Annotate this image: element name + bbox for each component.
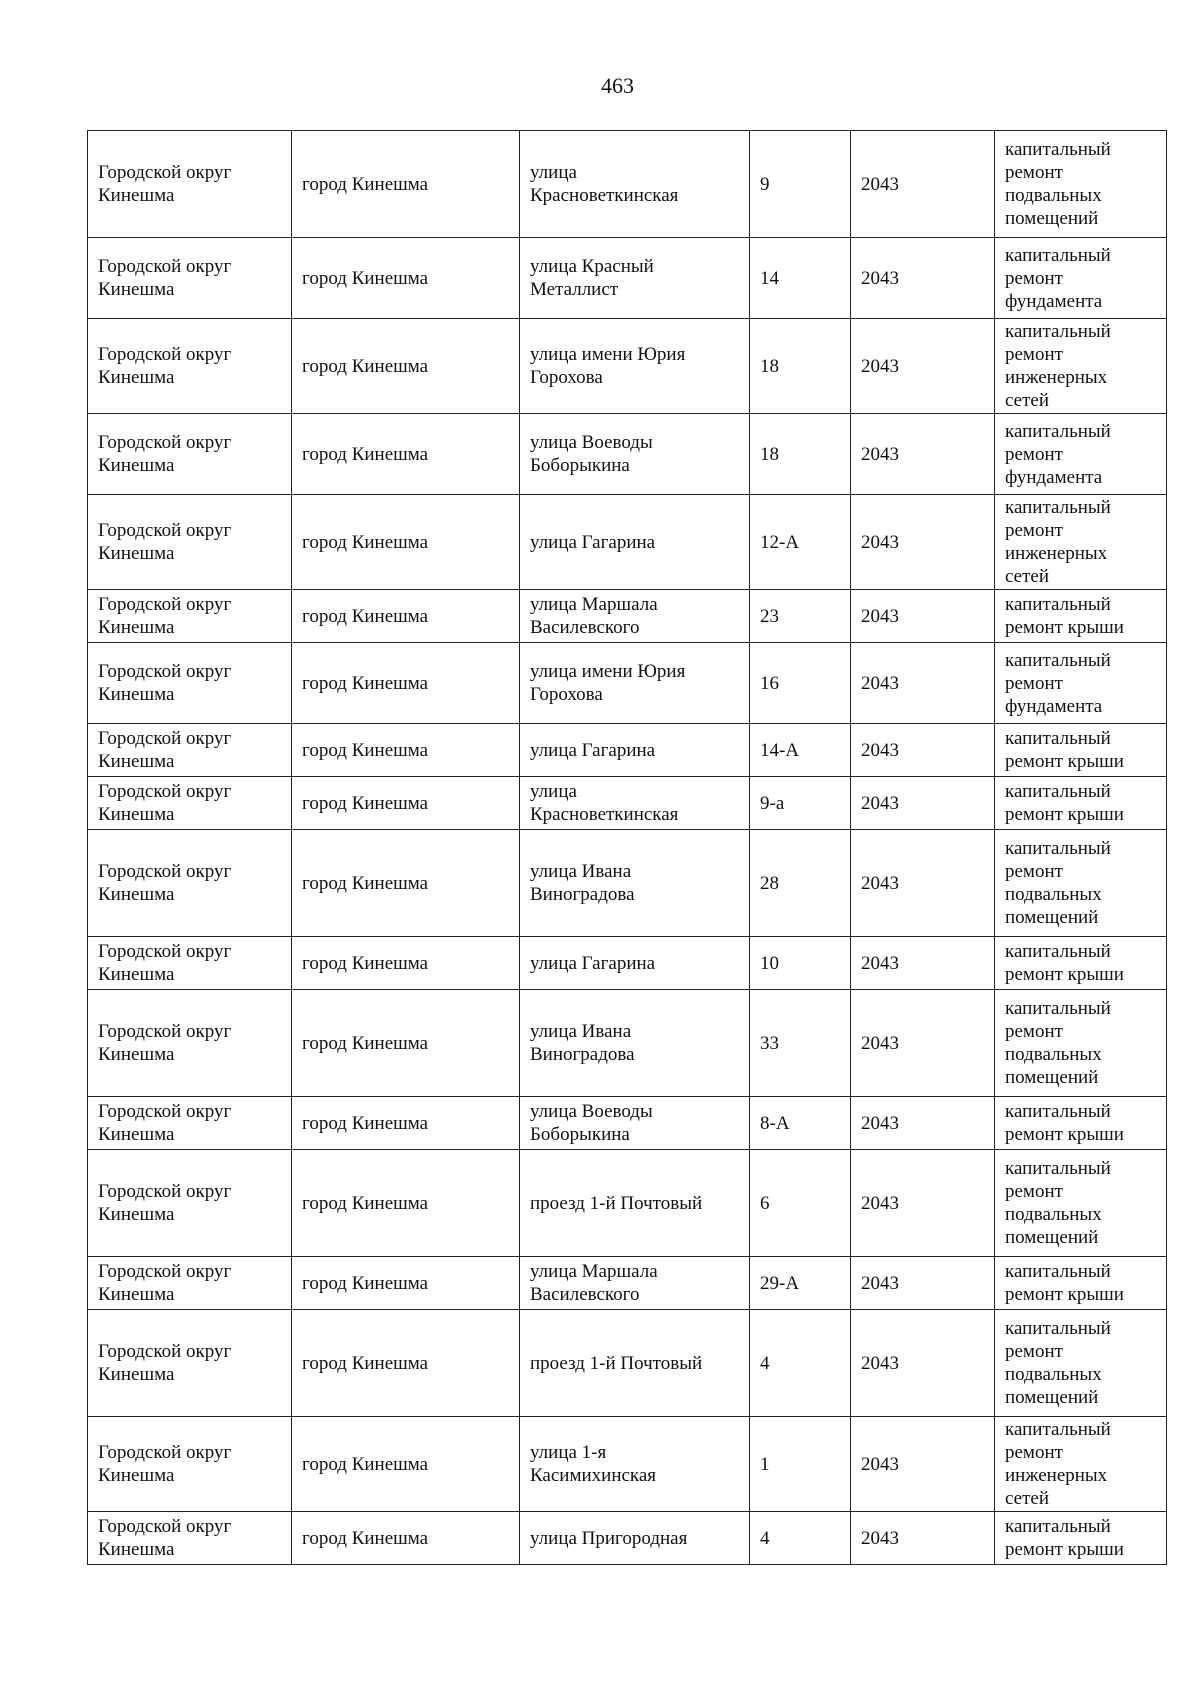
work-type-cell: капитальный ремонт крыши (995, 777, 1167, 830)
house-number-cell: 8-А (750, 1097, 851, 1150)
table-row (88, 937, 1167, 990)
table-row (88, 131, 1167, 238)
city-cell: город Кинешма (292, 1512, 520, 1565)
page-number: 463 (601, 73, 634, 98)
year-cell: 2043 (851, 590, 995, 643)
house-number-cell: 6 (750, 1150, 851, 1257)
repair-schedule-table-wrapper (87, 130, 1166, 1565)
city-cell: город Кинешма (292, 414, 520, 495)
street-cell: улица Воеводы Боборыкина (520, 414, 750, 495)
city-cell: город Кинешма (292, 643, 520, 724)
city-cell: город Кинешма (292, 319, 520, 414)
year-cell: 2043 (851, 1310, 995, 1417)
street-cell: улица Воеводы Боборыкина (520, 1097, 750, 1150)
street-cell: улица Гагарина (520, 724, 750, 777)
district-cell: Городской округ Кинешма (88, 1150, 292, 1257)
table-row (88, 1257, 1167, 1310)
year-cell: 2043 (851, 777, 995, 830)
district-cell: Городской округ Кинешма (88, 1417, 292, 1512)
table-row (88, 724, 1167, 777)
district-cell: Городской округ Кинешма (88, 495, 292, 590)
street-cell: проезд 1-й Почтовый (520, 1150, 750, 1257)
city-cell: город Кинешма (292, 724, 520, 777)
table-row (88, 1150, 1167, 1257)
year-cell: 2043 (851, 1097, 995, 1150)
year-cell: 2043 (851, 643, 995, 724)
city-cell: город Кинешма (292, 1310, 520, 1417)
house-number-cell: 16 (750, 643, 851, 724)
district-cell: Городской округ Кинешма (88, 238, 292, 319)
table-row (88, 1310, 1167, 1417)
house-number-cell: 4 (750, 1310, 851, 1417)
work-type-cell: капитальный ремонт подвальных помещений (995, 1150, 1167, 1257)
work-type-cell: капитальный ремонт подвальных помещений (995, 830, 1167, 937)
work-type-cell: капитальный ремонт крыши (995, 1512, 1167, 1565)
street-cell: улица Красный Металлист (520, 238, 750, 319)
table-row (88, 414, 1167, 495)
year-cell: 2043 (851, 830, 995, 937)
district-cell: Городской округ Кинешма (88, 777, 292, 830)
district-cell: Городской округ Кинешма (88, 724, 292, 777)
year-cell: 2043 (851, 495, 995, 590)
house-number-cell: 10 (750, 937, 851, 990)
city-cell: город Кинешма (292, 1257, 520, 1310)
city-cell: город Кинешма (292, 830, 520, 937)
work-type-cell: капитальный ремонт крыши (995, 937, 1167, 990)
table-row (88, 990, 1167, 1097)
year-cell: 2043 (851, 1512, 995, 1565)
house-number-cell: 4 (750, 1512, 851, 1565)
street-cell: улица Ивана Виноградова (520, 990, 750, 1097)
table-row (88, 643, 1167, 724)
street-cell: улица Гагарина (520, 495, 750, 590)
house-number-cell: 9 (750, 131, 851, 238)
district-cell: Городской округ Кинешма (88, 643, 292, 724)
city-cell: город Кинешма (292, 990, 520, 1097)
street-cell: улица Маршала Василевского (520, 590, 750, 643)
street-cell: улица Красноветкинская (520, 777, 750, 830)
house-number-cell: 23 (750, 590, 851, 643)
work-type-cell: капитальный ремонт подвальных помещений (995, 990, 1167, 1097)
city-cell: город Кинешма (292, 937, 520, 990)
city-cell: город Кинешма (292, 1150, 520, 1257)
work-type-cell: капитальный ремонт фундамента (995, 414, 1167, 495)
work-type-cell: капитальный ремонт инженерных сетей (995, 495, 1167, 590)
work-type-cell: капитальный ремонт крыши (995, 724, 1167, 777)
work-type-cell: капитальный ремонт подвальных помещений (995, 131, 1167, 238)
house-number-cell: 33 (750, 990, 851, 1097)
work-type-cell: капитальный ремонт крыши (995, 1097, 1167, 1150)
work-type-cell: капитальный ремонт фундамента (995, 643, 1167, 724)
district-cell: Городской округ Кинешма (88, 590, 292, 643)
house-number-cell: 18 (750, 414, 851, 495)
street-cell: улица Пригородная (520, 1512, 750, 1565)
city-cell: город Кинешма (292, 238, 520, 319)
work-type-cell: капитальный ремонт фундамента (995, 238, 1167, 319)
street-cell: улица Гагарина (520, 937, 750, 990)
house-number-cell: 14 (750, 238, 851, 319)
district-cell: Городской округ Кинешма (88, 1097, 292, 1150)
year-cell: 2043 (851, 990, 995, 1097)
district-cell: Городской округ Кинешма (88, 990, 292, 1097)
street-cell: проезд 1-й Почтовый (520, 1310, 750, 1417)
year-cell: 2043 (851, 937, 995, 990)
house-number-cell: 12-А (750, 495, 851, 590)
year-cell: 2043 (851, 1417, 995, 1512)
table-row (88, 777, 1167, 830)
table-row (88, 319, 1167, 414)
city-cell: город Кинешма (292, 1417, 520, 1512)
city-cell: город Кинешма (292, 777, 520, 830)
district-cell: Городской округ Кинешма (88, 1512, 292, 1565)
table-row (88, 590, 1167, 643)
year-cell: 2043 (851, 1257, 995, 1310)
district-cell: Городской округ Кинешма (88, 1310, 292, 1417)
street-cell: улица имени Юрия Горохова (520, 319, 750, 414)
city-cell: город Кинешма (292, 131, 520, 238)
table-row (88, 1512, 1167, 1565)
work-type-cell: капитальный ремонт инженерных сетей (995, 1417, 1167, 1512)
table-row (88, 238, 1167, 319)
district-cell: Городской округ Кинешма (88, 414, 292, 495)
work-type-cell: капитальный ремонт крыши (995, 1257, 1167, 1310)
house-number-cell: 14-А (750, 724, 851, 777)
district-cell: Городской округ Кинешма (88, 319, 292, 414)
work-type-cell: капитальный ремонт подвальных помещений (995, 1310, 1167, 1417)
house-number-cell: 28 (750, 830, 851, 937)
district-cell: Городской округ Кинешма (88, 830, 292, 937)
year-cell: 2043 (851, 414, 995, 495)
house-number-cell: 9-а (750, 777, 851, 830)
table-row (88, 830, 1167, 937)
house-number-cell: 29-А (750, 1257, 851, 1310)
table-row (88, 495, 1167, 590)
street-cell: улица Ивана Виноградова (520, 830, 750, 937)
year-cell: 2043 (851, 131, 995, 238)
year-cell: 2043 (851, 724, 995, 777)
table-row (88, 1417, 1167, 1512)
city-cell: город Кинешма (292, 1097, 520, 1150)
house-number-cell: 18 (750, 319, 851, 414)
work-type-cell: капитальный ремонт инженерных сетей (995, 319, 1167, 414)
street-cell: улица 1-я Касимихинская (520, 1417, 750, 1512)
city-cell: город Кинешма (292, 590, 520, 643)
year-cell: 2043 (851, 238, 995, 319)
district-cell: Городской округ Кинешма (88, 1257, 292, 1310)
year-cell: 2043 (851, 1150, 995, 1257)
year-cell: 2043 (851, 319, 995, 414)
work-type-cell: капитальный ремонт крыши (995, 590, 1167, 643)
street-cell: улица имени Юрия Горохова (520, 643, 750, 724)
street-cell: улица Маршала Василевского (520, 1257, 750, 1310)
table-row (88, 1097, 1167, 1150)
district-cell: Городской округ Кинешма (88, 131, 292, 238)
street-cell: улица Красноветкинская (520, 131, 750, 238)
district-cell: Городской округ Кинешма (88, 937, 292, 990)
house-number-cell: 1 (750, 1417, 851, 1512)
table-body (88, 131, 1167, 1565)
repair-schedule-table (87, 130, 1167, 1565)
city-cell: город Кинешма (292, 495, 520, 590)
